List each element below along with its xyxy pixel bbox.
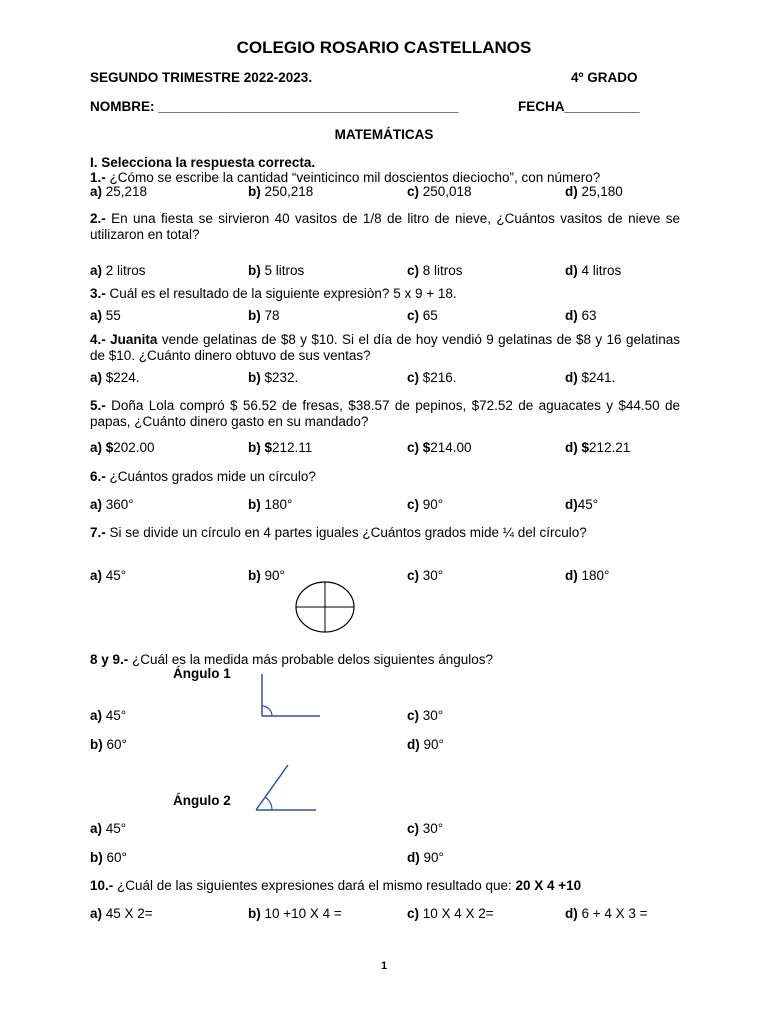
q10-option-b[interactable]: b) 10 +10 X 4 = (248, 906, 342, 921)
page-number: 1 (380, 960, 388, 972)
question-3: 3.- Cuál es el resultado de la siguiente expresiòn? 5 x 9 + 18. (90, 286, 457, 301)
q6-option-a[interactable]: a) 360° (90, 497, 134, 512)
grade-label: 4º GRADO (571, 70, 638, 85)
circle-quarters-figure (294, 580, 356, 634)
angle-2-label: Ángulo 2 (173, 793, 231, 808)
q5-option-d[interactable]: d) $212.21 (565, 440, 631, 455)
q5-option-c[interactable]: c) $214.00 (407, 440, 472, 455)
q6-option-c[interactable]: c) 90° (407, 497, 444, 512)
question-4: 4.- Juanita vende gelatinas de $8 y $10. Si el día de hoy vendió 9 gelatinas de $8 y 16 gelatinas de $10. ¿Cuánto dinero obtuvo de sus ventas? (90, 332, 680, 363)
q3-option-b[interactable]: b) 78 (248, 308, 280, 323)
term-label: SEGUNDO TRIMESTRE 2022-2023. (90, 70, 313, 85)
question-1: 1.- ¿Cómo se escribe la cantidad “veinticinco mil doscientos dieciocho”, con número? (90, 170, 601, 185)
q2-option-b[interactable]: b) 5 litros (248, 263, 305, 278)
name-field-label: NOMBRE: ________________________________________ (90, 99, 459, 114)
question-7: 7.- Si se divide un círculo en 4 partes iguales ¿Cuántos grados mide ¼ del círculo? (90, 525, 587, 540)
q4-option-a[interactable]: a) $224. (90, 370, 140, 385)
q4-option-c[interactable]: c) $216. (407, 370, 457, 385)
q3-option-d[interactable]: d) 63 (565, 308, 597, 323)
q7-option-d[interactable]: d) 180° (565, 568, 610, 583)
q7-option-c[interactable]: c) 30° (407, 568, 444, 583)
question-2: 2.- En una fiesta se sirvieron 40 vasitos de 1/8 de litro de nieve, ¿Cuántos vasitos de nieve se utilizaron en total? (90, 211, 680, 242)
angle1-option-b[interactable]: b) 60° (90, 737, 127, 752)
q1-option-d[interactable]: d) 25,180 (565, 184, 623, 199)
angle1-option-a[interactable]: a) 45° (90, 708, 127, 723)
question-10: 10.- ¿Cuál de las siguientes expresiones dará el mismo resultado que: 20 X 4 +10 (90, 878, 582, 893)
question-8-9: 8 y 9.- ¿Cuál es la medida más probable delos siguientes ángulos? (90, 652, 493, 667)
angle2-option-b[interactable]: b) 60° (90, 850, 127, 865)
angle1-option-d[interactable]: d) 90° (407, 737, 444, 752)
angle2-option-c[interactable]: c) 30° (407, 821, 444, 836)
subject-title: MATEMÁTICAS (334, 127, 434, 142)
q6-option-d[interactable]: d)45° (565, 497, 599, 512)
q2-option-a[interactable]: a) 2 litros (90, 263, 146, 278)
school-name: COLEGIO ROSARIO CASTELLANOS (236, 38, 532, 57)
q3-option-a[interactable]: a) 55 (90, 308, 121, 323)
section-title: I. Selecciona la respuesta correcta. (90, 155, 316, 170)
q10-option-d[interactable]: d) 6 + 4 X 3 = (565, 906, 648, 921)
q5-option-a[interactable]: a) $202.00 (90, 440, 155, 455)
q4-option-b[interactable]: b) $232. (248, 370, 299, 385)
q2-option-c[interactable]: c) 8 litros (407, 263, 463, 278)
q10-option-c[interactable]: c) 10 X 4 X 2= (407, 906, 494, 921)
question-6: 6.- ¿Cuántos grados mide un círculo? (90, 469, 316, 484)
angle-2-figure (252, 762, 322, 814)
angle-1-label: Ángulo 1 (173, 666, 231, 681)
q1-option-b[interactable]: b) 250,218 (248, 184, 314, 199)
q4-option-d[interactable]: d) $241. (565, 370, 616, 385)
q1-option-c[interactable]: c) 250,018 (407, 184, 472, 199)
angle2-option-a[interactable]: a) 45° (90, 821, 127, 836)
q6-option-b[interactable]: b) 180° (248, 497, 293, 512)
q1-option-a[interactable]: a) 25,218 (90, 184, 148, 199)
q10-option-a[interactable]: a) 45 X 2= (90, 906, 153, 921)
angle-1-figure (258, 672, 324, 720)
q7-option-b[interactable]: b) 90° (248, 568, 285, 583)
angle1-option-c[interactable]: c) 30° (407, 708, 444, 723)
q2-option-d[interactable]: d) 4 litros (565, 263, 622, 278)
q3-option-c[interactable]: c) 65 (407, 308, 438, 323)
date-field-label: FECHA__________ (518, 99, 640, 114)
angle2-option-d[interactable]: d) 90° (407, 850, 444, 865)
q7-option-a[interactable]: a) 45° (90, 568, 127, 583)
question-5: 5.- Doña Lola compró $ 56.52 de fresas, $38.57 de pepinos, $72.52 de aguacates y $44.50 de papas, ¿Cuánto dinero gasto en su mandado? (90, 398, 680, 429)
q5-option-b[interactable]: b) $212.11 (248, 440, 313, 455)
